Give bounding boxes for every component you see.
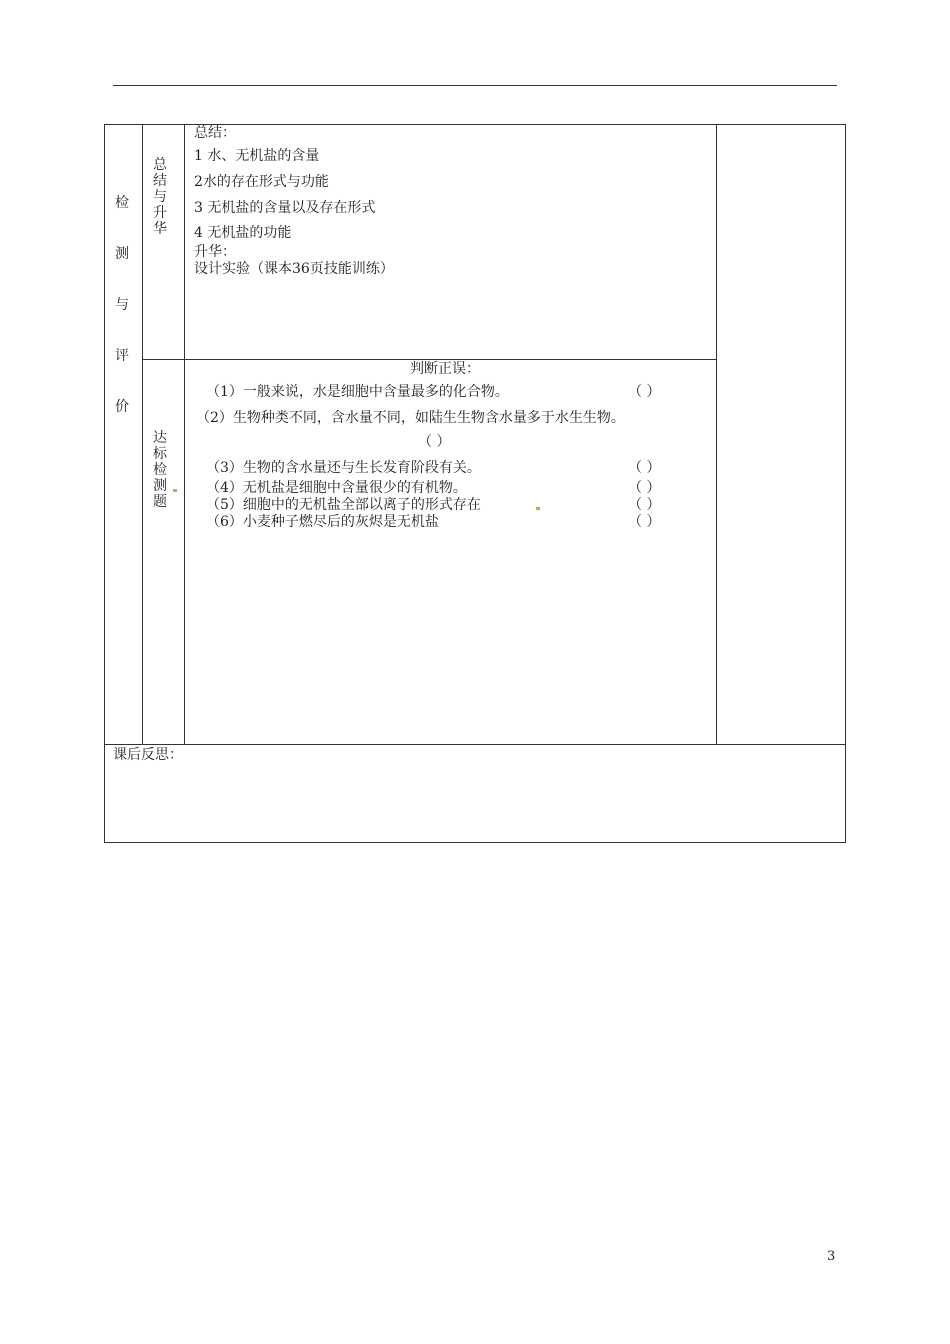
highlight-mark [536, 507, 540, 510]
summary-label-char: 与 [153, 189, 167, 205]
quiz-label-char: 检 [153, 462, 167, 478]
page-number: 3 [827, 1249, 836, 1264]
answer-paren: （ ） [628, 480, 661, 496]
summary-label-char: 总 [153, 157, 167, 173]
quiz-question: （5）细胞中的无机盐全部以离子的形式存在 [206, 497, 481, 513]
col-divider-2 [184, 124, 185, 745]
answer-paren: （ ） [628, 514, 661, 530]
section-label-char: 评 [115, 348, 129, 364]
quiz-label-char: 达 [153, 430, 167, 446]
answer-paren: （ ） [628, 460, 661, 476]
section-label [111, 192, 133, 447]
answer-paren: （ ） [628, 384, 661, 400]
quiz-heading: 判断正误： [410, 361, 480, 377]
col-divider-1 [142, 124, 143, 745]
summary-item: 2水的存在形式与功能 [194, 174, 329, 190]
summary-label-char: 升 [153, 205, 167, 221]
quiz-label [149, 430, 171, 510]
summary-heading: 总结： [194, 125, 236, 141]
col-divider-3 [716, 124, 717, 745]
summary-item: 3 无机盐的含量以及存在形式 [194, 200, 376, 216]
sublimation-heading: 升华： [194, 244, 236, 260]
row-divider-reflection [104, 744, 846, 745]
quiz-label-char: 标 [153, 446, 167, 462]
quiz-label-char: 题 [153, 494, 167, 510]
highlight-mark [173, 489, 177, 492]
summary-label-char: 华 [153, 221, 167, 237]
answer-paren: （ ） [628, 497, 661, 513]
summary-label [149, 157, 171, 237]
section-label-char: 价 [115, 399, 129, 415]
summary-label-char: 结 [153, 173, 167, 189]
summary-item: 1 水、无机盐的含量 [194, 148, 320, 164]
section-label-char: 与 [115, 297, 129, 313]
reflection-label: 课后反思： [113, 747, 183, 763]
quiz-question: （6）小麦种子燃尽后的灰烬是无机盐 [206, 514, 439, 530]
summary-item: 4 无机盐的功能 [194, 225, 292, 241]
quiz-label-char: 测 [153, 478, 167, 494]
row-divider-summary [142, 359, 716, 360]
quiz-question: （2）生物种类不同，含水量不同，如陆生生物含水量多于水生生物。 [196, 410, 625, 426]
header-rule [113, 85, 837, 86]
sublimation-text: 设计实验（课本36页技能训练） [194, 261, 394, 277]
section-label-char: 测 [115, 246, 129, 262]
quiz-question: （1）一般来说，水是细胞中含量最多的化合物。 [206, 384, 509, 400]
answer-paren: （ ） [418, 434, 451, 450]
section-label-char: 检 [115, 195, 129, 211]
quiz-question: （4）无机盐是细胞中含量很少的有机物。 [206, 480, 467, 496]
quiz-question: （3）生物的含水量还与生长发育阶段有关。 [206, 460, 481, 476]
